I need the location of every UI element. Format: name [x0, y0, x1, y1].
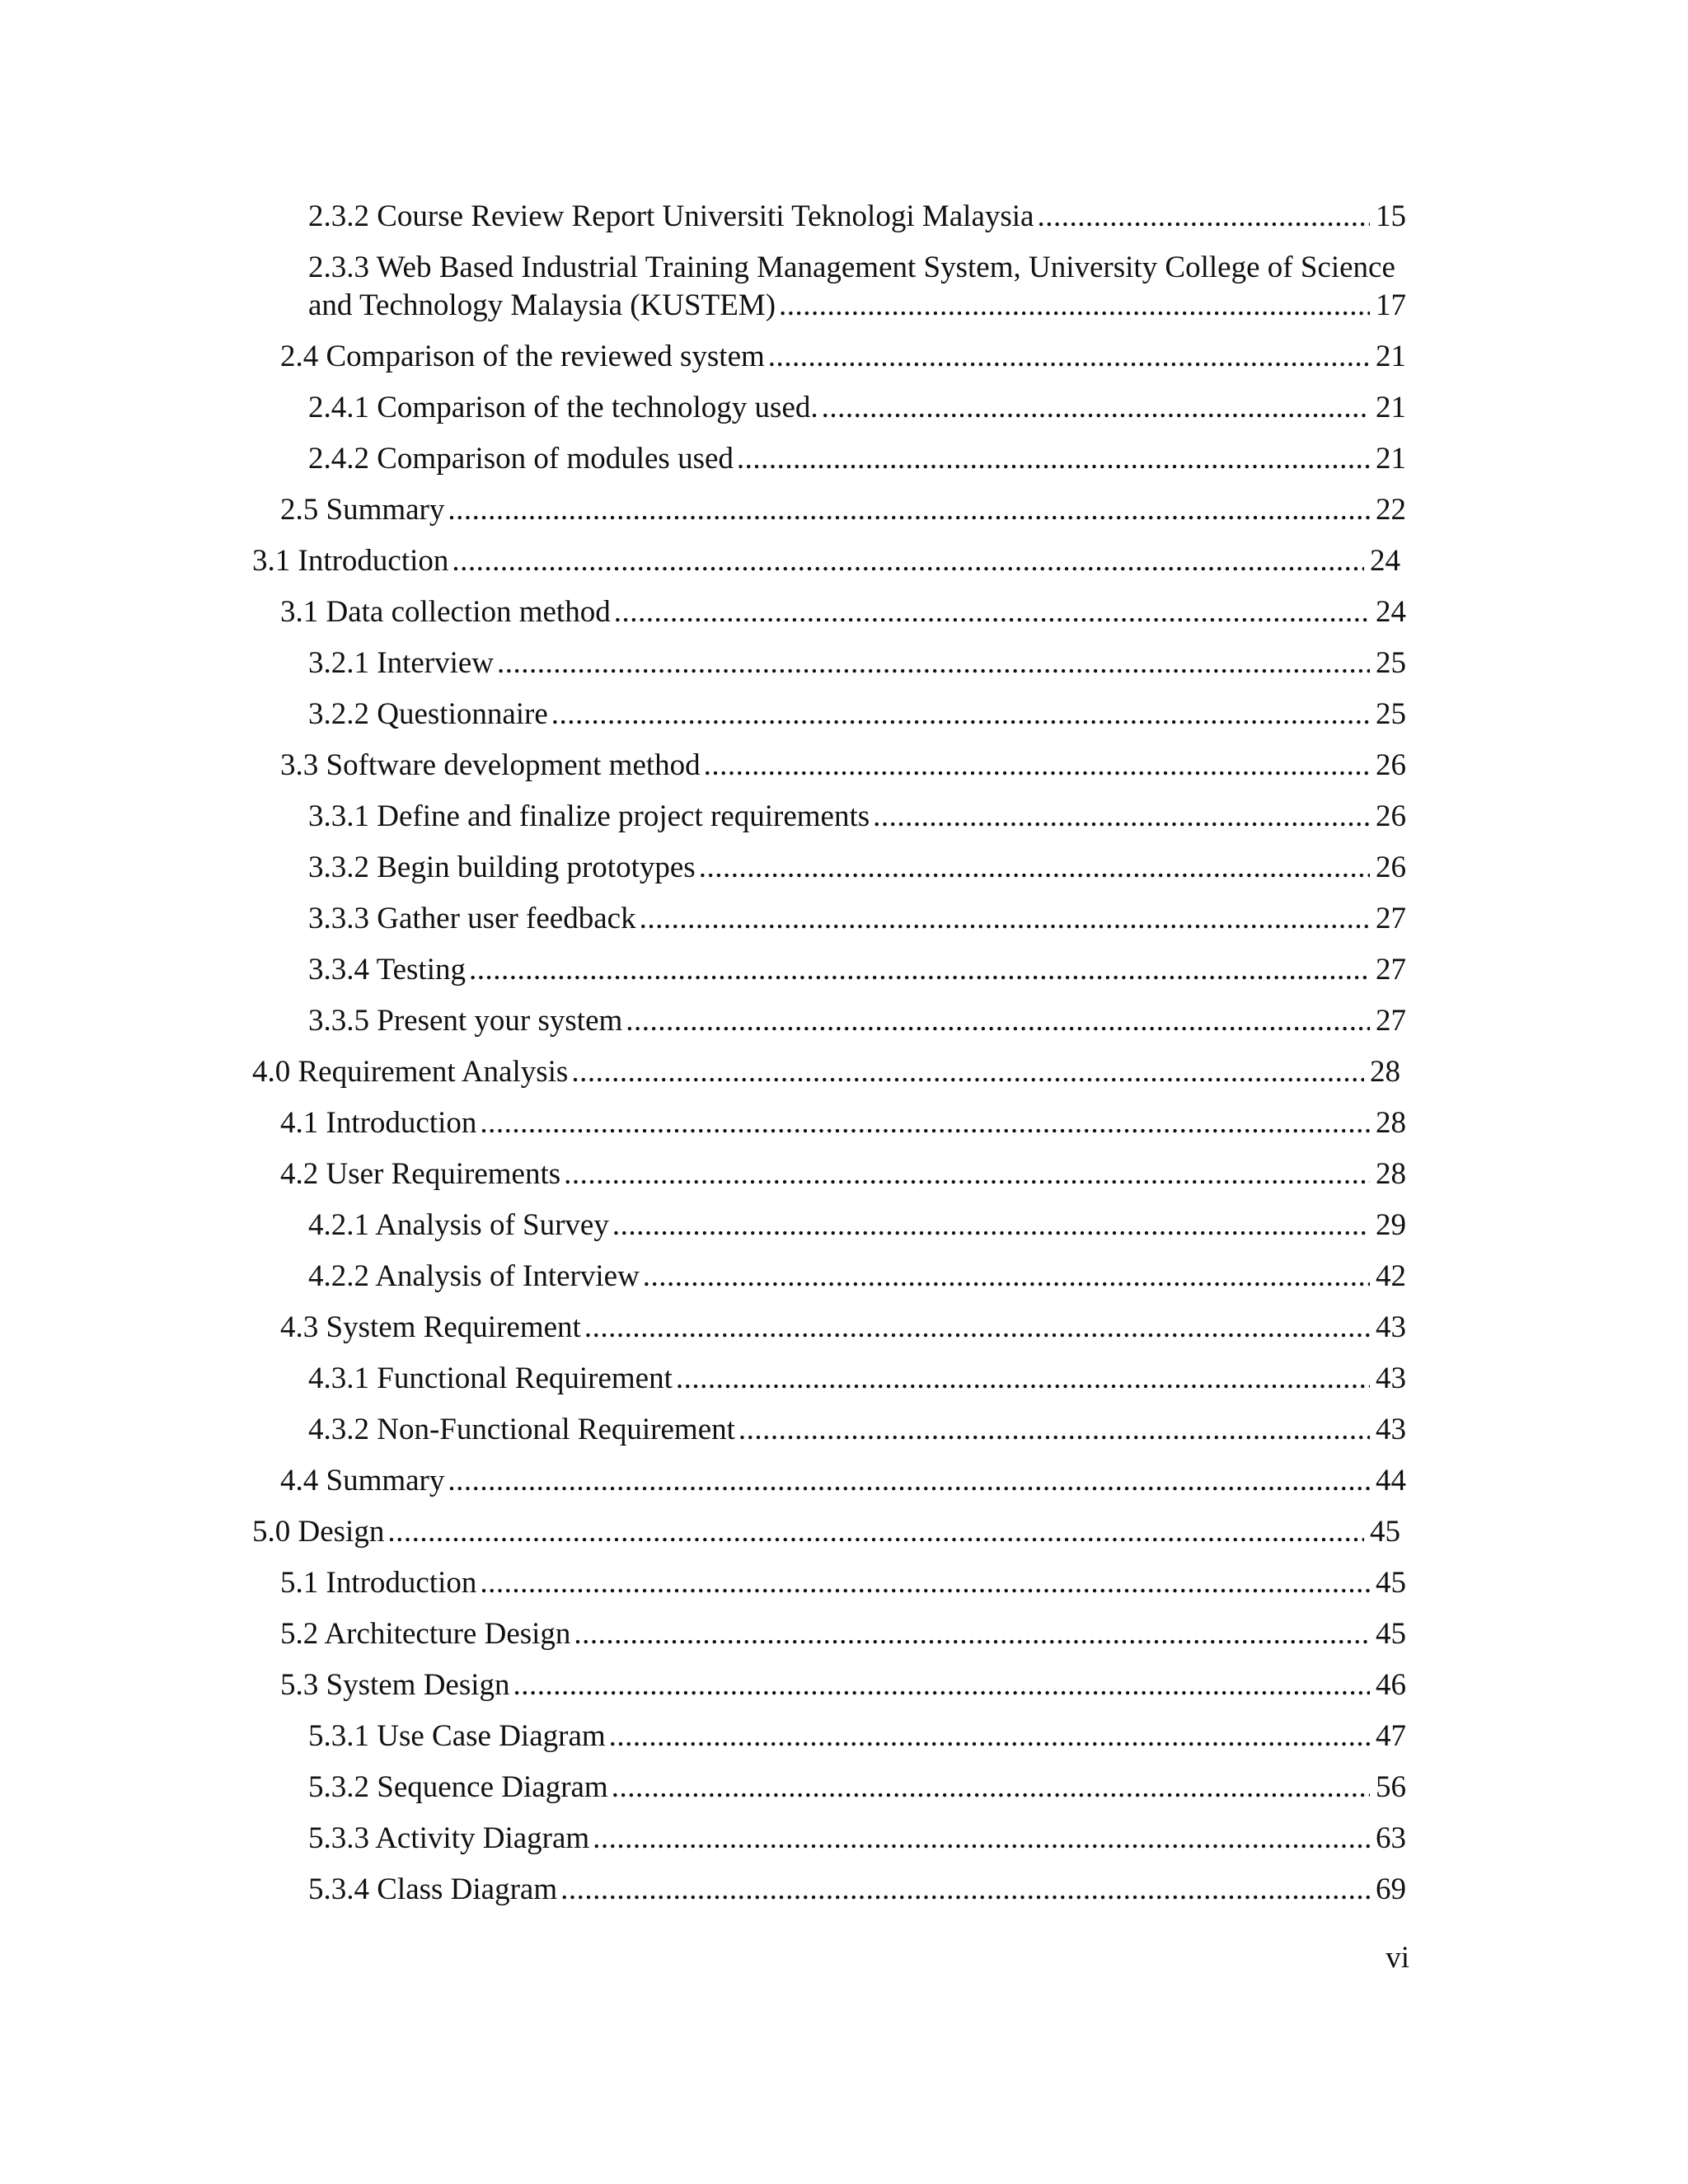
toc-entry-title: 2.5 Summary	[280, 493, 445, 527]
toc-entry-page: 45	[1376, 1566, 1406, 1600]
toc-entry-page: 45	[1376, 1617, 1406, 1651]
dot-leader	[448, 491, 1370, 529]
dot-leader	[448, 1462, 1370, 1500]
dot-leader	[593, 1820, 1370, 1858]
toc-entry-title: 3.3.5 Present your system	[308, 1004, 623, 1038]
toc-entry-title: 2.4 Comparison of the reviewed system	[280, 340, 765, 373]
dot-leader	[609, 1718, 1370, 1755]
dot-leader	[584, 1309, 1370, 1347]
dot-leader	[779, 287, 1370, 325]
toc-entry-title: 2.4.2 Comparison of modules used	[308, 442, 734, 476]
toc-entry-title: 4.2.1 Analysis of Survey	[308, 1208, 609, 1242]
toc-entry-title: 4.3.2 Non-Functional Requirement	[308, 1413, 735, 1446]
toc-entry-page: 26	[1376, 748, 1406, 782]
toc-entry-title: 5.0 Design	[252, 1515, 385, 1549]
toc-entry-page: 28	[1370, 1055, 1400, 1089]
toc-entry-page: 42	[1376, 1259, 1406, 1293]
dot-leader	[480, 1564, 1370, 1602]
dot-leader	[676, 1360, 1370, 1398]
toc-entry-title: 3.3.1 Define and finalize project requirements	[308, 799, 870, 833]
toc-entry-page: 27	[1376, 1004, 1406, 1038]
toc-entry-page: 47	[1376, 1719, 1406, 1753]
toc-entry-page: 69	[1376, 1872, 1406, 1906]
toc-entry-page: 26	[1376, 851, 1406, 884]
toc-entry-page: 43	[1376, 1361, 1406, 1395]
toc-entry-title: 4.3 System Requirement	[280, 1310, 581, 1344]
dot-leader	[626, 1002, 1370, 1040]
toc-entry-page: 28	[1376, 1157, 1406, 1191]
dot-leader	[571, 1053, 1364, 1091]
toc-entry-page: 25	[1376, 697, 1406, 731]
toc-entry-page: 24	[1376, 595, 1406, 629]
dot-leader	[612, 1769, 1370, 1807]
dot-leader	[469, 951, 1370, 989]
toc-entry-page: 24	[1370, 544, 1400, 578]
toc-entry-title: 5.3.1 Use Case Diagram	[308, 1719, 606, 1753]
toc-entry-title: 5.3 System Design	[280, 1668, 510, 1702]
toc-entry-title: 3.2.1 Interview	[308, 646, 495, 680]
dot-leader	[643, 1258, 1370, 1296]
dot-leader	[452, 542, 1364, 580]
toc-entry-title: 3.3.4 Testing	[308, 953, 466, 987]
toc-entry-title-line: 2.3.3 Web Based Industrial Training Management System, University College of Science	[308, 251, 1395, 284]
toc-entry-title: 4.3.1 Functional Requirement	[308, 1361, 673, 1395]
dot-leader	[513, 1666, 1370, 1704]
dot-leader	[704, 747, 1370, 785]
toc-entry-title: 4.0 Requirement Analysis	[252, 1055, 569, 1089]
toc-entry-title: 5.3.3 Activity Diagram	[308, 1821, 590, 1855]
dot-leader	[699, 849, 1370, 887]
toc-entry-title: 3.1 Data collection method	[280, 595, 611, 629]
toc-entry-title: 4.1 Introduction	[280, 1106, 477, 1140]
toc-entry-title: and Technology Malaysia (KUSTEM)	[308, 288, 776, 322]
toc-entry-page: 21	[1376, 340, 1406, 373]
toc-entry-title: 3.3 Software development method	[280, 748, 701, 782]
toc-entry-page: 43	[1376, 1413, 1406, 1446]
dot-leader	[551, 696, 1370, 733]
toc-entry-title: 3.3.3 Gather user feedback	[308, 902, 636, 935]
page-number: vi	[1386, 1941, 1409, 1975]
toc-entry-page: 29	[1376, 1208, 1406, 1242]
toc-entry-title: 2.3.2 Course Review Report Universiti Teknologi Malaysia	[308, 199, 1034, 233]
toc-entry-page: 46	[1376, 1668, 1406, 1702]
toc-entry-title: 3.1 Introduction	[252, 544, 449, 578]
dot-leader	[564, 1155, 1370, 1193]
toc-entry-page: 27	[1376, 953, 1406, 987]
toc-entry-title: 5.2 Architecture Design	[280, 1617, 571, 1651]
toc-entry-title: 4.2.2 Analysis of Interview	[308, 1259, 640, 1293]
dot-leader	[822, 389, 1370, 427]
dot-leader	[574, 1615, 1370, 1653]
dot-leader	[612, 1207, 1370, 1244]
toc-entry-page: 21	[1376, 442, 1406, 476]
dot-leader	[387, 1513, 1364, 1551]
dot-leader	[873, 798, 1370, 836]
dot-leader	[640, 900, 1370, 938]
toc-entry-page: 22	[1376, 493, 1406, 527]
dot-leader	[737, 440, 1370, 478]
toc-entry-page: 63	[1376, 1821, 1406, 1855]
toc-entry-page: 45	[1370, 1515, 1400, 1549]
dot-leader	[768, 338, 1370, 376]
toc-entry-title: 5.1 Introduction	[280, 1566, 477, 1600]
toc-entry-title: 4.4 Summary	[280, 1464, 445, 1497]
toc-entry-page: 15	[1376, 199, 1406, 233]
toc-entry-page: 25	[1376, 646, 1406, 680]
toc-entry-page: 56	[1376, 1770, 1406, 1804]
dot-leader	[497, 644, 1370, 682]
toc-entry-title: 2.4.1 Comparison of the technology used.	[308, 391, 818, 424]
toc-entry-page: 27	[1376, 902, 1406, 935]
toc-entry-page: 21	[1376, 391, 1406, 424]
toc-entry-title: 5.3.2 Sequence Diagram	[308, 1770, 608, 1804]
toc-entry-title: 3.3.2 Begin building prototypes	[308, 851, 696, 884]
toc-entry-page: 44	[1376, 1464, 1406, 1497]
toc-entry-page: 28	[1376, 1106, 1406, 1140]
dot-leader	[738, 1411, 1370, 1449]
toc-entry-title: 3.2.2 Questionnaire	[308, 697, 548, 731]
toc-entry-page: 43	[1376, 1310, 1406, 1344]
dot-leader	[614, 593, 1370, 631]
toc-entry-title: 4.2 User Requirements	[280, 1157, 561, 1191]
toc-entry-page: 17	[1376, 288, 1406, 322]
toc-entry-page: 26	[1376, 799, 1406, 833]
dot-leader	[1037, 198, 1370, 236]
dot-leader	[480, 1104, 1370, 1142]
toc-entry-title: 5.3.4 Class Diagram	[308, 1872, 558, 1906]
dot-leader	[560, 1871, 1370, 1909]
